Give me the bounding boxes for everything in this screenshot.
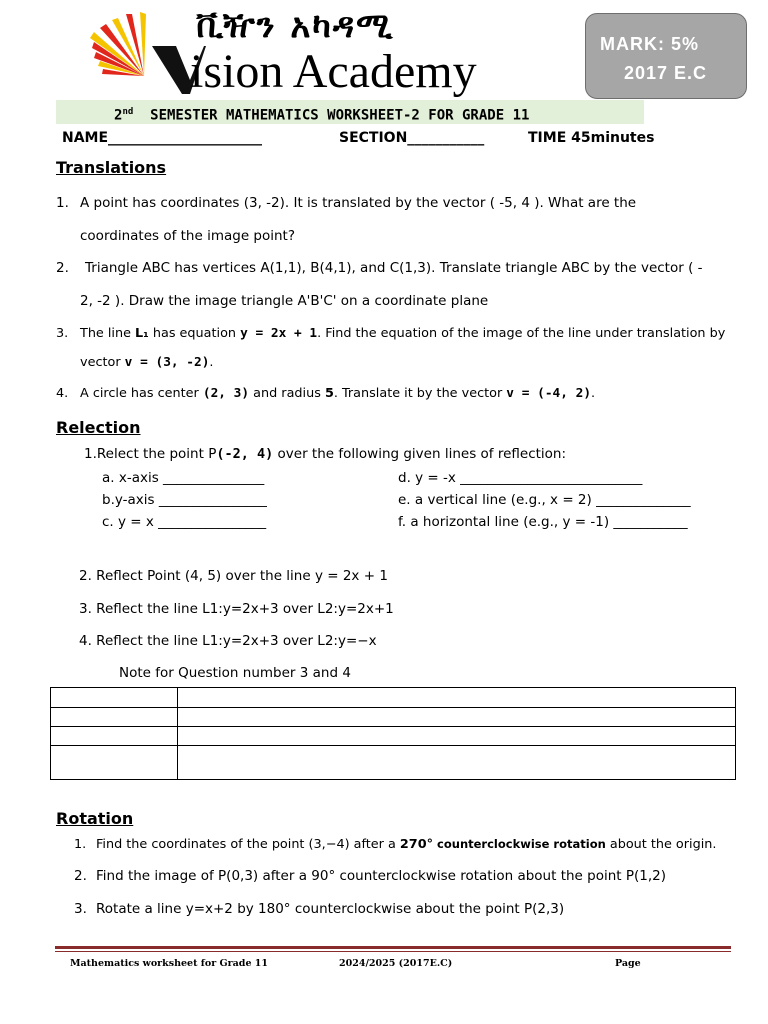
translation-q3-line1: The line L₁ has equation y = 2x + 1. Find the equation of the image of the line under translation by <box>80 326 726 341</box>
reflection-q2: 2. Reflect Point (4, 5) over the line y = 2x + 1 <box>79 568 388 584</box>
name-field: NAME______________________ <box>62 130 263 146</box>
rotation-q2: Find the image of P(0,3) after a 90° counterclockwise rotation about the point P(1,2) <box>96 868 667 884</box>
reflection-note: Note for Question number 3 and 4 <box>119 665 351 681</box>
logo-sunburst-icon <box>86 8 206 98</box>
title-ordinal-sup: nd <box>122 107 134 117</box>
table-row <box>51 746 736 780</box>
section-field: SECTION___________ <box>339 130 485 146</box>
table-cell <box>178 688 736 708</box>
rotation-q3: Rotate a line y=x+2 by 180° counterclockwise about the point P(2,3) <box>96 901 565 917</box>
reflection-option-f: f. a horizontal line (e.g., y = -1) ___________ <box>398 514 688 530</box>
question-number: 4. <box>56 386 69 401</box>
table-cell <box>178 727 736 746</box>
table-cell <box>178 708 736 727</box>
year-label: 2017 E.C <box>624 63 708 83</box>
footer-rule-thin <box>55 951 731 952</box>
mark-box <box>585 13 747 99</box>
table-cell <box>51 708 178 727</box>
reflection-q4: 4. Reflect the line L1:y=2x+3 over L2:y=−x <box>79 633 377 649</box>
footer-rule <box>55 946 731 949</box>
title-ordinal: 2 <box>114 107 123 124</box>
table-cell <box>51 688 178 708</box>
rotation-q1: Find the coordinates of the point (3,−4) after a 270° counterclockwise rotation about the origin. <box>96 837 717 852</box>
table-cell <box>51 727 178 746</box>
reflection-q3: 3. Reflect the line L1:y=2x+3 over L2:y=2x+1 <box>79 601 394 617</box>
reflection-option-b: b.y-axis ________________ <box>102 492 267 508</box>
rotation-heading: Rotation <box>56 809 134 828</box>
mark-label: MARK: 5% <box>600 34 700 54</box>
question-number: 2. <box>74 868 87 884</box>
translation-q1-line1: A point has coordinates (3, -2). It is translated by the vector ( -5, 4 ). What are the <box>80 195 637 211</box>
note-table <box>50 687 736 780</box>
table-row <box>51 688 736 708</box>
translation-q2-line1: Triangle ABC has vertices A(1,1), B(4,1), and C(1,3). Translate triangle ABC by the vector ( - <box>85 260 703 276</box>
amharic-school-name: ቪዥን አካዳሚ <box>196 6 395 46</box>
translation-q3-line2: vector v = (3, -2). <box>80 355 214 370</box>
footer-center: 2024/2025 (2017E.C) <box>339 958 453 969</box>
school-brand-name <box>190 44 477 99</box>
brand-text: ision Academy <box>190 45 477 98</box>
question-number: 1. <box>74 837 87 852</box>
translation-q2-line2: 2, -2 ). Draw the image triangle A'B'C' on a coordinate plane <box>80 293 489 309</box>
reflection-option-e: e. a vertical line (e.g., x = 2) ______________ <box>398 492 691 508</box>
footer-page: Page <box>615 958 641 969</box>
question-number: 3. <box>56 326 69 341</box>
worksheet-title <box>56 100 644 124</box>
time-field: TIME 45minutes <box>528 130 655 146</box>
reflection-option-d: d. y = -x ___________________________ <box>398 470 643 486</box>
title-text: SEMESTER MATHEMATICS WORKSHEET-2 FOR GRADE 11 <box>150 107 530 124</box>
reflection-heading: Relection <box>56 418 141 437</box>
table-row <box>51 708 736 727</box>
translation-q1-line2: coordinates of the image point? <box>80 228 296 244</box>
question-number: 1. <box>56 195 69 211</box>
question-number: 3. <box>74 901 87 917</box>
reflection-q1: 1.Relect the point P(-2, 4) over the following given lines of reflection: <box>84 446 567 462</box>
table-row <box>51 727 736 746</box>
table-cell <box>51 746 178 780</box>
reflection-option-a: a. x-axis _______________ <box>102 470 265 486</box>
footer-left: Mathematics worksheet for Grade 11 <box>70 958 269 969</box>
reflection-option-c: c. y = x ________________ <box>102 514 267 530</box>
question-number: 2. <box>56 260 69 276</box>
translations-heading: Translations <box>56 158 167 177</box>
table-cell <box>178 746 736 780</box>
translation-q4: A circle has center (2, 3) and radius 5. Translate it by the vector v = (-4, 2). <box>80 386 596 401</box>
